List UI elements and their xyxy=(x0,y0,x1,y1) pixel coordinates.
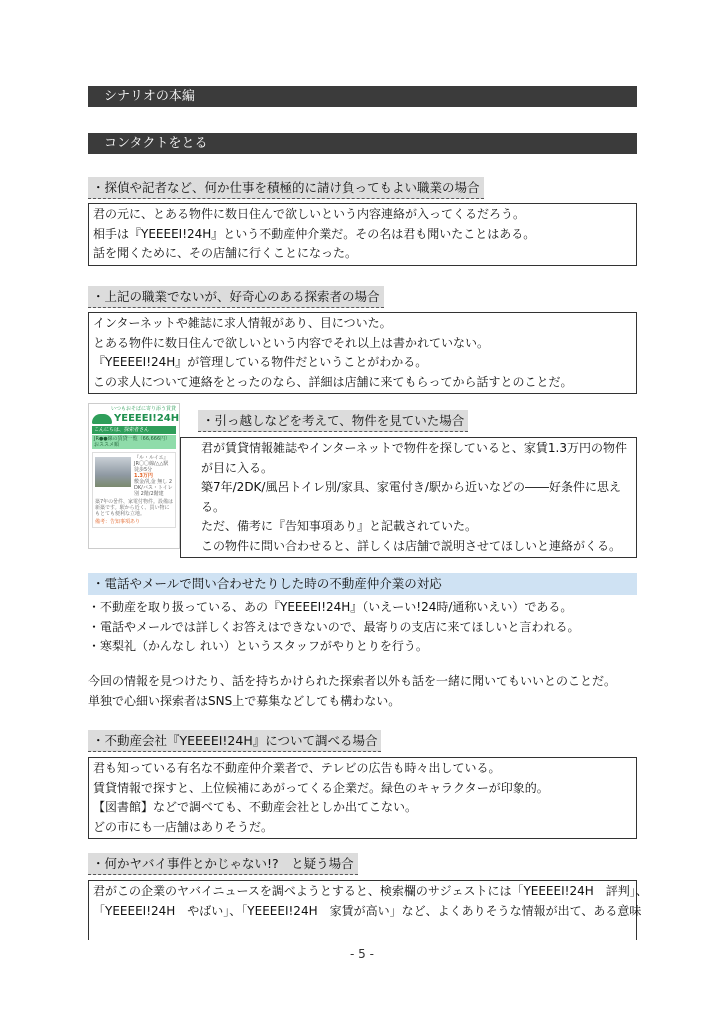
property-name: 『ル・ルイエ』 xyxy=(134,455,169,461)
text-line: 君がこの企業のヤバイニュースを調べようとすると、検索欄のサジェストには「YEEEEI!24H 評判」、 xyxy=(93,884,648,898)
text-line: 相手は『YEEEEI!24H』という不動産仲介業だ。その名は君も聞いたことはある。 xyxy=(93,226,536,241)
turtle-mascot-icon xyxy=(92,414,112,424)
ad-tagline: いつもおそばに寄り添う賃貸 xyxy=(110,406,176,412)
case-box-company xyxy=(88,757,637,839)
bullet-item: ・寒梨礼（かんなし れい）というスタッフがやりとりを行う。 xyxy=(88,639,428,653)
case-box-moving xyxy=(180,437,637,558)
bullet-item: ・電話やメールでは詳しくお答えはできないので、最寄りの支店に来てほしいと言われる。 xyxy=(88,619,580,634)
text-line: インターネットや雑誌に求人情報があり、目についた。 xyxy=(93,316,392,330)
text-line: 君が賃貸情報雑誌やインターネットで物件を探していると、家賃1.3万円の物件 xyxy=(201,441,628,455)
chapter-header: シナリオの本編 xyxy=(88,86,637,107)
property-info xyxy=(134,455,173,497)
property-summary xyxy=(95,455,173,497)
case-heading-company: ・不動産会社『YEEEEI!24H』について調べる場合 xyxy=(88,730,381,752)
text-line: この求人について連絡をとったのなら、詳細は店舗に来てもらってから話すとのことだ。 xyxy=(93,374,573,389)
response-heading: ・電話やメールで問い合わせたりした時の不動産仲介業の対応 xyxy=(88,573,637,595)
page-number: - 5 - xyxy=(350,947,374,961)
text-line: とある物件に数日住んで欲しいという内容でそれ以上は書かれていない。 xyxy=(93,335,490,350)
text-line: 築7年/2DK/風呂トイレ別/家具、家電付き/駅から近いなどの――好条件に思え xyxy=(201,480,621,494)
text-line: 今回の情報を見つけたり、話を持ちかけられた探索者以外も話を一緒に聞いてもいいとのことだ。 xyxy=(88,674,617,688)
case-heading-curious: ・上記の職業でないが、好奇心のある探索者の場合 xyxy=(88,286,384,308)
property-price: 1.3万円 xyxy=(134,473,153,479)
bullet-item: ・不動産を取り扱っている、あの『YEEEEI!24H』（いえーい!24時/通称いえい）である。 xyxy=(88,600,573,614)
text-line: 単独で心細い探索者はSNS上で募集などしても構わない。 xyxy=(88,693,401,708)
text-line: 「YEEEEI!24H やばい」、「YEEEEI!24H 家賃が高い」など、よくありそうな情報が出て、ある意味 xyxy=(93,903,642,918)
case-box-investigator xyxy=(88,203,637,266)
text-line: 賃貸情報で探すと、上位候補にあがってくる企業だ。緑色のキャラクターが印象的。 xyxy=(93,780,549,795)
text-line: この物件に問い合わせると、詳しくは店舗で説明させてほしいと連絡がくる。 xyxy=(201,538,622,553)
text-line: 【図書館】などで調べても、不動産会社としか出てこない。 xyxy=(93,800,418,814)
text-line: が目に入る。 xyxy=(201,460,274,475)
case-box-suspicious xyxy=(88,880,648,940)
case-heading-moving: ・引っ越しなどを考えて、物件を見ていた場合 xyxy=(198,410,468,432)
property-note: 備考：告知事項あり xyxy=(95,519,141,525)
ad-property-card xyxy=(92,452,176,528)
response-paragraph xyxy=(88,672,637,711)
response-bullets xyxy=(88,598,637,657)
case-box-curious xyxy=(88,312,637,394)
section-header: コンタクトをとる xyxy=(88,133,637,154)
case-heading-suspicious: ・何かヤバイ事件とかじゃない!? と疑う場合 xyxy=(88,853,358,875)
text-line: 君の元に、とある物件に数日住んで欲しいという内容連絡が入ってくるだろう。 xyxy=(93,207,526,221)
property-description: 築7年の물件、家電付物件。設備は新築です。駅から近く、買い物にもとても便利な立地。 xyxy=(95,499,174,517)
property-access: JR〇〇線/△△駅 徒歩5分 xyxy=(134,461,169,473)
text-line: 話を聞くために、その店舗に行くことになった。 xyxy=(93,246,358,260)
ad-listing-title: JR●●線の賃貸一覧（66,666円）おススメ順 xyxy=(92,435,176,449)
case-heading-investigator: ・探偵や記者など、何か仕事を積極的に請け負ってもよい職業の場合 xyxy=(88,177,484,199)
text-line: 君も知っている有名な不動産仲介業者で、テレビの広告も時々出している。 xyxy=(93,761,501,775)
property-ad-image xyxy=(88,403,180,549)
property-details: 敷金/礼金 無し 2DK/バス・トイレ別 2階/2階建 xyxy=(134,479,173,497)
text-line: 『YEEEEI!24H』が管理している物件だということがわかる。 xyxy=(93,355,428,369)
ad-logo xyxy=(89,412,179,425)
ad-logo-text: YEEEEI!24H xyxy=(114,413,180,424)
ad-greeting: こんにちは、探索者さん xyxy=(92,426,176,434)
property-photo xyxy=(95,457,131,487)
text-line: ただ、備考に『告知事項あり』と記載されていた。 xyxy=(201,519,478,533)
text-line: どの市にも一店舗はありそうだ。 xyxy=(93,819,274,834)
text-line: る。 xyxy=(201,499,226,514)
